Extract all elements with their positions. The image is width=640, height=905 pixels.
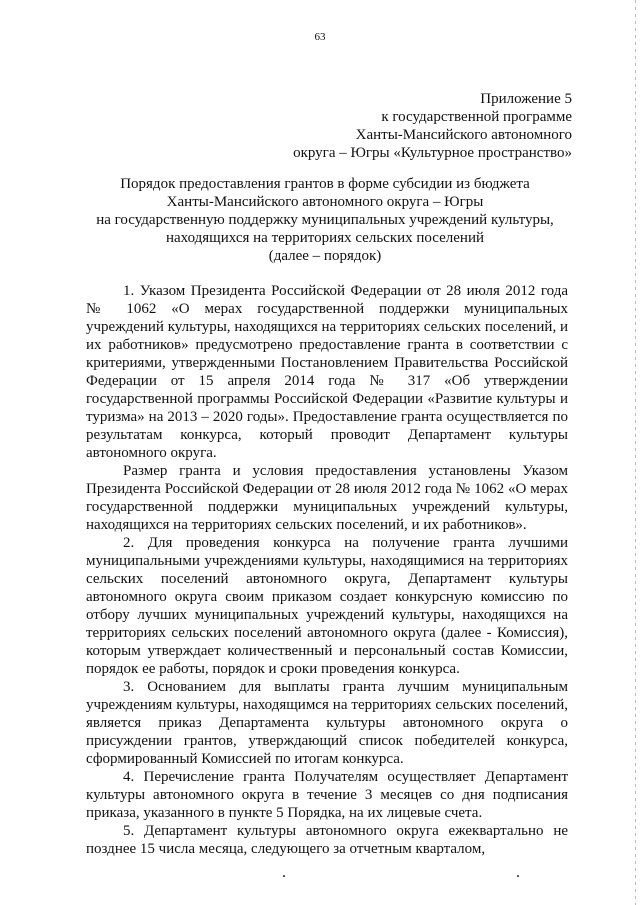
footer-mark: . — [516, 864, 520, 881]
page-number: 63 — [314, 31, 326, 43]
appendix-line: к государственной программе — [381, 109, 572, 125]
paragraph: 4. Перечисление гранта Получателям осуществляет Департамент культуры автономного округа в течение 3 месяцев со дня подписания приказа, указанного в пункте 5 Порядка, на их лицевые счета. — [86, 769, 568, 821]
title-line: Ханты-Мансийского автономного округа – Югры — [166, 194, 484, 210]
paragraph: 5. Департамент культуры автономного округа ежеквартально не позднее 15 числа месяца, следующего за отчетным кварталом, — [86, 823, 568, 857]
paragraph: 2. Для проведения конкурса на получение гранта лучшими муниципальными учреждениями культуры, находящимися на территориях сельских поселений автономного округа, Департамент культуры автономного округа своим приказом создает конкурсную комиссию по отбору лучших муниципальных учреждений культуры, находящихся на территориях сельских поселений автономного округа (далее - Комиссия), которым утверждает количественный и персональный состав Комиссии, порядок ее работы, порядок и сроки проведения конкурса. — [86, 535, 568, 677]
paragraph: 1. Указом Президента Российской Федерации от 28 июля 2012 года № 1062 «О мерах государственной поддержки муниципальных учреждений культуры, находящихся на территориях сельских поселений, и их работников» предусмотрено предоставление гранта в соответствии с критериями, утвержденными Постановлением Правительства Российской Федерации от 15 апреля 2014 года № 317 «Об утверждении государственной программы Российской Федерации «Развитие культуры и туризма» на 2013 – 2020 годы». Предоставление гранта осуществляется по результатам конкурса, который проводит Департамент культуры автономного округа. — [86, 283, 568, 461]
footer-mark: . — [282, 864, 286, 881]
document-body — [86, 282, 568, 858]
document-title — [90, 175, 560, 265]
paragraph: Размер гранта и условия предоставления установлены Указом Президента Российской Федерации от 28 июля 2012 года № 1062 «О мерах государственной поддержки муниципальных учреждений культуры, находящихся на территориях сельских поселений, и их работников». — [86, 463, 568, 533]
appendix-line: Приложение 5 — [480, 91, 572, 107]
appendix-line: Ханты-Мансийского автономного — [355, 127, 572, 143]
paragraph: 3. Основанием для выплаты гранта лучшим муниципальным учреждениям культуры, находящимся на территориях сельских поселений, является приказ Департамента культуры автономного округа о присуждении грантов, утверждающий список победителей конкурса, сформированный Комиссией по итогам конкурса. — [86, 679, 568, 767]
title-line: на государственную поддержку муниципальных учреждений культуры, — [96, 212, 554, 228]
scan-edge — [635, 0, 636, 905]
title-line: Порядок предоставления грантов в форме субсидии из бюджета — [120, 176, 530, 192]
appendix-line: округа – Югры «Культурное пространство» — [293, 145, 572, 161]
title-line: находящихся на территориях сельских поселений — [165, 230, 485, 246]
title-line: (далее – порядок) — [268, 248, 382, 264]
appendix-header — [293, 90, 572, 162]
